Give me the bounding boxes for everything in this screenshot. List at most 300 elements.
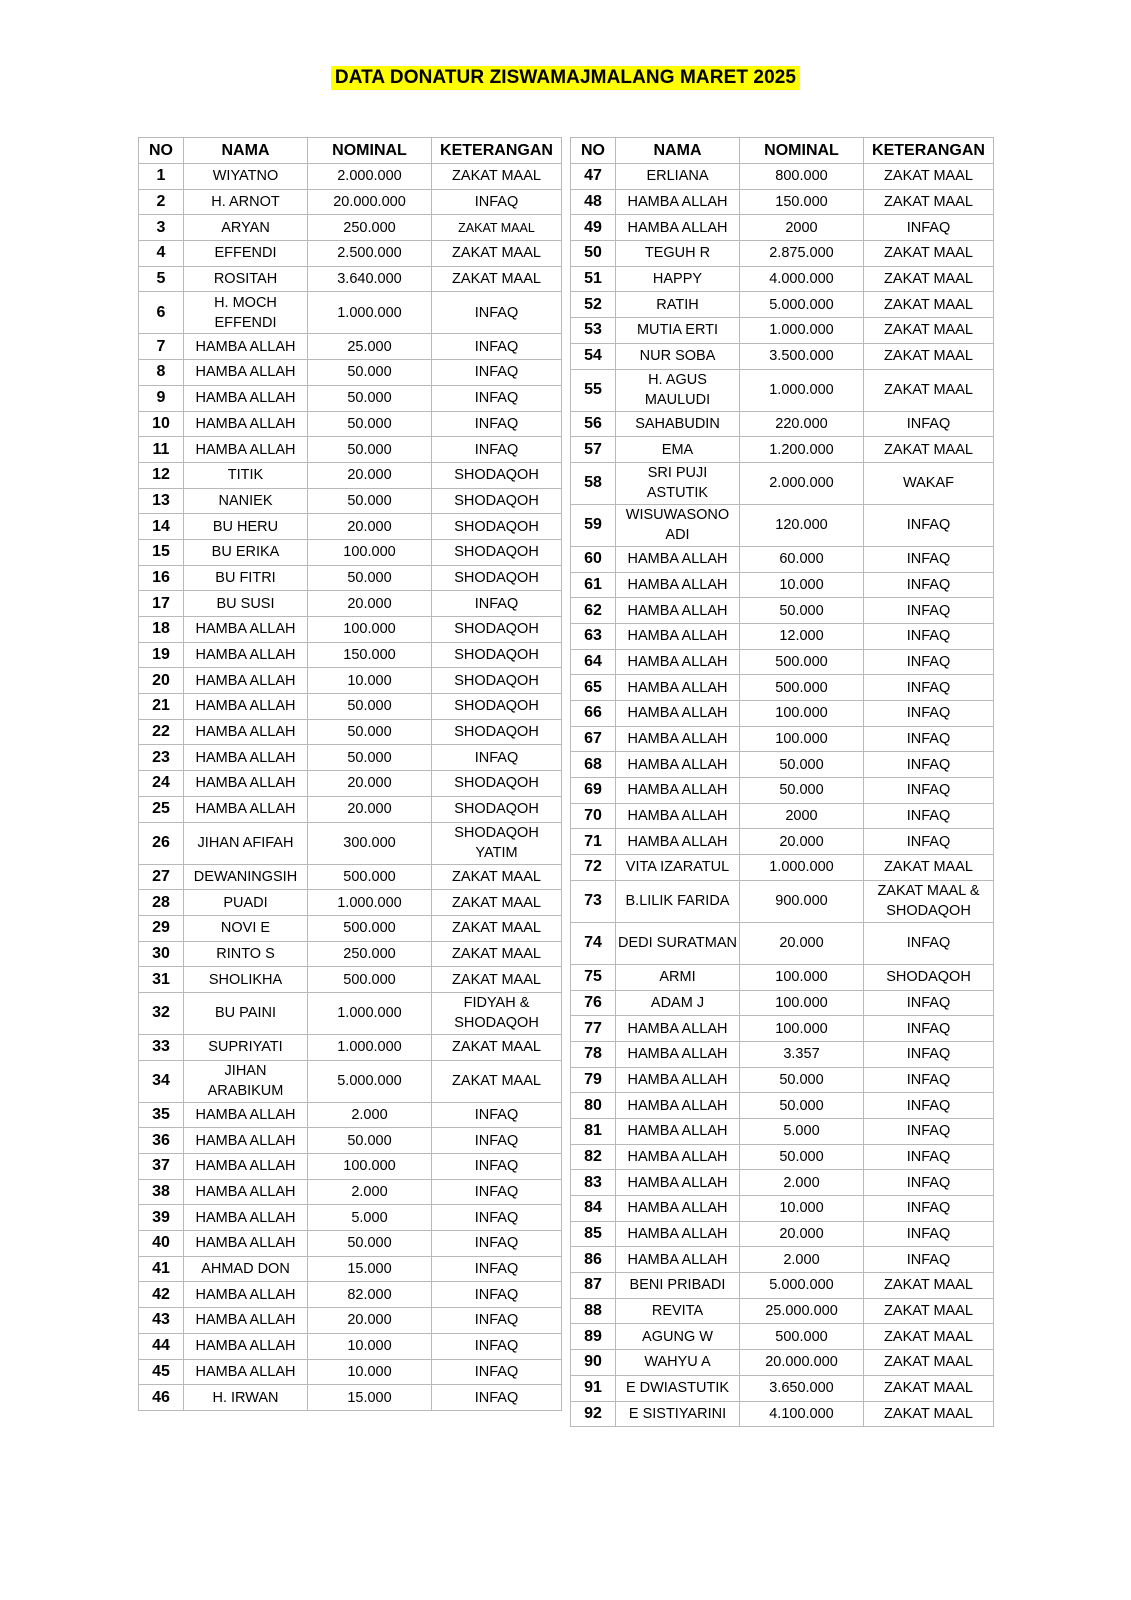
table-row [571,462,994,504]
cell-keterangan: INFAQ [864,1118,994,1144]
table-row [571,164,994,190]
cell-no: 66 [571,701,616,727]
cell-nama: H. IRWAN [184,1385,308,1411]
cell-nominal: 1.000.000 [308,1034,432,1060]
cell-keterangan: INFAQ [864,1170,994,1196]
table-row [139,189,562,215]
cell-nama: BU SUSI [184,591,308,617]
cell-keterangan: SHODAQOH [864,964,994,990]
table-row [139,1034,562,1060]
table-row [571,1093,994,1119]
table-row [571,778,994,804]
cell-no: 77 [571,1016,616,1042]
table-row [139,1179,562,1205]
cell-keterangan: INFAQ [432,189,562,215]
cell-keterangan: ZAKAT MAAL [432,1034,562,1060]
cell-nominal: 5.000.000 [740,1273,864,1299]
cell-no: 18 [139,617,184,643]
cell-keterangan: INFAQ [864,726,994,752]
cell-nama: HAMBA ALLAH [616,1196,740,1222]
table-row [571,880,994,922]
table-row [571,1144,994,1170]
cell-keterangan: INFAQ [432,385,562,411]
cell-no: 79 [571,1067,616,1093]
cell-keterangan: INFAQ [432,1231,562,1257]
cell-nominal: 3.357 [740,1041,864,1067]
page-title: DATA DONATUR ZISWAMAJMALANG MARET 2025 [331,66,800,90]
cell-nama: NOVI E [184,915,308,941]
cell-no: 90 [571,1350,616,1376]
table-row [139,915,562,941]
header-keterangan: KETERANGAN [432,138,562,164]
cell-no: 60 [571,546,616,572]
cell-nama: HAMBA ALLAH [616,1170,740,1196]
cell-nama: HAMBA ALLAH [184,719,308,745]
cell-nominal: 20.000 [740,922,864,964]
cell-nama: HAMBA ALLAH [616,726,740,752]
cell-keterangan: INFAQ [864,1067,994,1093]
cell-nominal: 50.000 [740,1067,864,1093]
cell-nama: HAMBA ALLAH [616,1041,740,1067]
cell-nominal: 250.000 [308,941,432,967]
table-row [139,822,562,864]
cell-no: 17 [139,591,184,617]
cell-nominal: 50.000 [308,1128,432,1154]
cell-no: 64 [571,649,616,675]
cell-nominal: 20.000 [308,462,432,488]
cell-keterangan: ZAKAT MAAL [864,266,994,292]
cell-nominal: 50.000 [308,437,432,463]
table-row [571,1221,994,1247]
cell-keterangan: INFAQ [864,675,994,701]
cell-nama: HAMBA ALLAH [616,701,740,727]
cell-nominal: 50.000 [308,385,432,411]
cell-nominal: 20.000.000 [740,1350,864,1376]
cell-nama: MUTIA ERTI [616,318,740,344]
cell-nominal: 1.000.000 [740,369,864,411]
cell-nama: HAMBA ALLAH [184,1179,308,1205]
cell-nama: JIHAN ARABIKUM [184,1060,308,1102]
table-row [571,726,994,752]
table-row [139,617,562,643]
table-row [139,1385,562,1411]
cell-nominal: 5.000.000 [740,292,864,318]
cell-keterangan: INFAQ [864,1196,994,1222]
cell-keterangan: SHODAQOH [432,694,562,720]
table-row [139,967,562,993]
table-row [139,719,562,745]
cell-no: 88 [571,1298,616,1324]
cell-nama: REVITA [616,1298,740,1324]
cell-no: 16 [139,565,184,591]
cell-no: 37 [139,1154,184,1180]
cell-keterangan: INFAQ [432,1102,562,1128]
table-row [571,1170,994,1196]
cell-nama: BU HERU [184,514,308,540]
cell-keterangan: INFAQ [432,1385,562,1411]
table-row [139,215,562,241]
cell-keterangan: SHODAQOH [432,668,562,694]
cell-keterangan: ZAKAT MAAL [432,864,562,890]
cell-nominal: 2.000 [308,1179,432,1205]
cell-no: 2 [139,189,184,215]
cell-keterangan: INFAQ [864,778,994,804]
cell-nominal: 2.000.000 [740,462,864,504]
cell-nominal: 100.000 [740,964,864,990]
cell-no: 70 [571,803,616,829]
cell-no: 82 [571,1144,616,1170]
cell-nama: RINTO S [184,941,308,967]
table-row [571,649,994,675]
cell-nama: HAMBA ALLAH [616,1093,740,1119]
cell-keterangan: SHODAQOH [432,514,562,540]
cell-keterangan: ZAKAT MAAL & SHODAQOH [864,880,994,922]
cell-nominal: 50.000 [308,411,432,437]
cell-keterangan: INFAQ [864,1221,994,1247]
table-row [571,1375,994,1401]
cell-nama: ARYAN [184,215,308,241]
cell-no: 52 [571,292,616,318]
cell-nama: HAMBA ALLAH [616,1016,740,1042]
cell-keterangan: ZAKAT MAAL [864,343,994,369]
cell-nama: HAMBA ALLAH [616,189,740,215]
cell-no: 53 [571,318,616,344]
table-row [139,1282,562,1308]
cell-nominal: 2000 [740,803,864,829]
table-row [139,1102,562,1128]
cell-no: 20 [139,668,184,694]
cell-nama: VITA IZARATUL [616,855,740,881]
cell-keterangan: ZAKAT MAAL [864,241,994,267]
cell-nominal: 500.000 [308,864,432,890]
cell-keterangan: ZAKAT MAAL [864,1298,994,1324]
cell-keterangan: ZAKAT MAAL [432,266,562,292]
cell-nama: HAMBA ALLAH [184,771,308,797]
table-row [139,1154,562,1180]
cell-nama: HAMBA ALLAH [184,796,308,822]
table-row [571,1041,994,1067]
cell-nominal: 50.000 [308,360,432,386]
cell-no: 35 [139,1102,184,1128]
cell-keterangan: INFAQ [432,292,562,334]
table-row [571,572,994,598]
cell-no: 22 [139,719,184,745]
cell-keterangan: INFAQ [432,1154,562,1180]
cell-nama: HAMBA ALLAH [184,642,308,668]
cell-no: 32 [139,992,184,1034]
cell-no: 7 [139,334,184,360]
table-row [571,318,994,344]
cell-keterangan: INFAQ [432,360,562,386]
cell-no: 83 [571,1170,616,1196]
cell-no: 86 [571,1247,616,1273]
cell-keterangan: ZAKAT MAAL [432,241,562,267]
table-row [139,411,562,437]
cell-nama: HAMBA ALLAH [184,1359,308,1385]
table-row [571,189,994,215]
cell-keterangan: SHODAQOH [432,642,562,668]
cell-no: 39 [139,1205,184,1231]
table-row [571,241,994,267]
cell-no: 71 [571,829,616,855]
cell-keterangan: WAKAF [864,462,994,504]
cell-nominal: 20.000 [308,514,432,540]
cell-keterangan: INFAQ [864,990,994,1016]
cell-keterangan: ZAKAT MAAL [864,292,994,318]
cell-nominal: 20.000 [308,796,432,822]
cell-keterangan: SHODAQOH YATIM [432,822,562,864]
cell-nominal: 50.000 [308,694,432,720]
cell-nama: E DWIASTUTIK [616,1375,740,1401]
cell-no: 13 [139,488,184,514]
cell-no: 91 [571,1375,616,1401]
cell-keterangan: SHODAQOH [432,565,562,591]
cell-keterangan: INFAQ [432,1282,562,1308]
table-row [571,504,994,546]
cell-nama: HAMBA ALLAH [616,546,740,572]
table-row [571,803,994,829]
cell-no: 9 [139,385,184,411]
cell-keterangan: ZAKAT MAAL [432,941,562,967]
cell-no: 80 [571,1093,616,1119]
cell-no: 76 [571,990,616,1016]
cell-nama: H. AGUS MAULUDI [616,369,740,411]
table-row [571,215,994,241]
table-row [571,1298,994,1324]
cell-keterangan: INFAQ [864,829,994,855]
cell-no: 12 [139,462,184,488]
cell-nominal: 50.000 [308,745,432,771]
cell-keterangan: SHODAQOH [432,462,562,488]
cell-nominal: 500.000 [740,675,864,701]
cell-nominal: 100.000 [740,726,864,752]
cell-nominal: 800.000 [740,164,864,190]
cell-nama: HAMBA ALLAH [616,829,740,855]
cell-nominal: 50.000 [308,719,432,745]
cell-nama: H. MOCH EFFENDI [184,292,308,334]
cell-nama: HAMBA ALLAH [616,623,740,649]
cell-no: 10 [139,411,184,437]
cell-keterangan: ZAKAT MAAL [864,437,994,463]
cell-nominal: 1.200.000 [740,437,864,463]
cell-nama: SAHABUDIN [616,411,740,437]
cell-no: 3 [139,215,184,241]
cell-keterangan: INFAQ [864,598,994,624]
table-row [139,694,562,720]
table-row [139,1231,562,1257]
table-row [139,864,562,890]
cell-keterangan: INFAQ [864,504,994,546]
table-row [139,514,562,540]
cell-no: 11 [139,437,184,463]
cell-nominal: 20.000 [740,829,864,855]
cell-no: 23 [139,745,184,771]
cell-nama: HAMBA ALLAH [184,745,308,771]
table-row [571,411,994,437]
cell-no: 42 [139,1282,184,1308]
cell-nama: BU FITRI [184,565,308,591]
cell-no: 74 [571,922,616,964]
cell-keterangan: INFAQ [864,649,994,675]
table-row [139,539,562,565]
cell-nama: HAMBA ALLAH [184,1154,308,1180]
header-no: NO [571,138,616,164]
cell-keterangan: INFAQ [864,1144,994,1170]
cell-nominal: 10.000 [740,1196,864,1222]
cell-no: 81 [571,1118,616,1144]
cell-no: 62 [571,598,616,624]
cell-no: 30 [139,941,184,967]
header-no: NO [139,138,184,164]
cell-no: 59 [571,504,616,546]
cell-nominal: 50.000 [740,1093,864,1119]
table-row [571,1273,994,1299]
cell-keterangan: INFAQ [432,334,562,360]
header-nama: NAMA [184,138,308,164]
cell-keterangan: INFAQ [432,1256,562,1282]
cell-nama: HAMBA ALLAH [616,675,740,701]
cell-nominal: 50.000 [740,1144,864,1170]
table-row [139,462,562,488]
table-row [571,829,994,855]
cell-nominal: 1.000.000 [308,890,432,916]
title-wrapper [0,66,1131,90]
cell-keterangan: ZAKAT MAAL [432,164,562,190]
cell-nominal: 120.000 [740,504,864,546]
cell-nama: HAMBA ALLAH [616,1247,740,1273]
table-row [571,752,994,778]
table-row [139,1308,562,1334]
table-row [571,1247,994,1273]
cell-nominal: 2000 [740,215,864,241]
cell-nominal: 2.000.000 [308,164,432,190]
cell-nominal: 100.000 [740,701,864,727]
cell-keterangan: INFAQ [432,1333,562,1359]
cell-no: 15 [139,539,184,565]
cell-keterangan: INFAQ [864,411,994,437]
cell-nama: HAMBA ALLAH [184,1308,308,1334]
cell-nominal: 100.000 [308,539,432,565]
cell-keterangan: SHODAQOH [432,617,562,643]
table-row [139,771,562,797]
table-row [571,675,994,701]
cell-keterangan: INFAQ [864,572,994,598]
cell-nominal: 10.000 [308,1333,432,1359]
table-row [571,369,994,411]
table-row [139,1060,562,1102]
cell-nominal: 1.000.000 [740,318,864,344]
cell-nama: TITIK [184,462,308,488]
cell-nominal: 15.000 [308,1256,432,1282]
cell-keterangan: INFAQ [864,701,994,727]
cell-nominal: 500.000 [740,1324,864,1350]
cell-nominal: 2.875.000 [740,241,864,267]
table-row [139,668,562,694]
table-row [571,701,994,727]
cell-no: 5 [139,266,184,292]
cell-nominal: 20.000.000 [308,189,432,215]
cell-nominal: 5.000 [740,1118,864,1144]
cell-no: 48 [571,189,616,215]
cell-nama: BENI PRIBADI [616,1273,740,1299]
table-row [571,437,994,463]
cell-no: 55 [571,369,616,411]
cell-nominal: 500.000 [308,967,432,993]
cell-keterangan: ZAKAT MAAL [864,1375,994,1401]
cell-no: 24 [139,771,184,797]
cell-nama: ERLIANA [616,164,740,190]
cell-nama: HAMBA ALLAH [616,1067,740,1093]
cell-no: 54 [571,343,616,369]
cell-nama: PUADI [184,890,308,916]
header-nominal: NOMINAL [308,138,432,164]
cell-nominal: 150.000 [740,189,864,215]
cell-nama: SRI PUJI ASTUTIK [616,462,740,504]
cell-nama: NANIEK [184,488,308,514]
cell-keterangan: ZAKAT MAAL [864,1401,994,1427]
table-header-row [139,138,562,164]
cell-nominal: 220.000 [740,411,864,437]
cell-nama: ADAM J [616,990,740,1016]
cell-no: 87 [571,1273,616,1299]
table-row [571,855,994,881]
table-row [571,1324,994,1350]
table-row [571,1067,994,1093]
table-row [139,334,562,360]
cell-no: 63 [571,623,616,649]
table-header-row [571,138,994,164]
table-row [571,1350,994,1376]
cell-no: 92 [571,1401,616,1427]
cell-nama: HAMBA ALLAH [616,1118,740,1144]
cell-nama: H. ARNOT [184,189,308,215]
cell-nominal: 900.000 [740,880,864,922]
table-row [139,360,562,386]
cell-keterangan: SHODAQOH [432,488,562,514]
cell-no: 50 [571,241,616,267]
cell-nama: ARMI [616,964,740,990]
cell-keterangan: ZAKAT MAAL [864,1273,994,1299]
cell-nominal: 12.000 [740,623,864,649]
header-nama: NAMA [616,138,740,164]
cell-keterangan: ZAKAT MAAL [432,215,562,241]
cell-nama: HAMBA ALLAH [184,1231,308,1257]
table-row [139,241,562,267]
cell-no: 57 [571,437,616,463]
cell-keterangan: SHODAQOH [432,539,562,565]
cell-keterangan: INFAQ [864,546,994,572]
table-row [571,1401,994,1427]
cell-keterangan: INFAQ [432,1308,562,1334]
cell-nominal: 250.000 [308,215,432,241]
cell-keterangan: INFAQ [432,1359,562,1385]
cell-keterangan: INFAQ [864,215,994,241]
table-row [571,343,994,369]
cell-nominal: 2.000 [308,1102,432,1128]
table-row [139,1205,562,1231]
cell-nama: HAMBA ALLAH [184,360,308,386]
cell-nominal: 20.000 [308,591,432,617]
cell-nama: B.LILIK FARIDA [616,880,740,922]
table-row [139,890,562,916]
cell-keterangan: ZAKAT MAAL [864,1324,994,1350]
cell-nominal: 300.000 [308,822,432,864]
cell-keterangan: INFAQ [864,752,994,778]
table-row [571,1016,994,1042]
cell-nominal: 15.000 [308,1385,432,1411]
cell-no: 67 [571,726,616,752]
table-row [571,598,994,624]
